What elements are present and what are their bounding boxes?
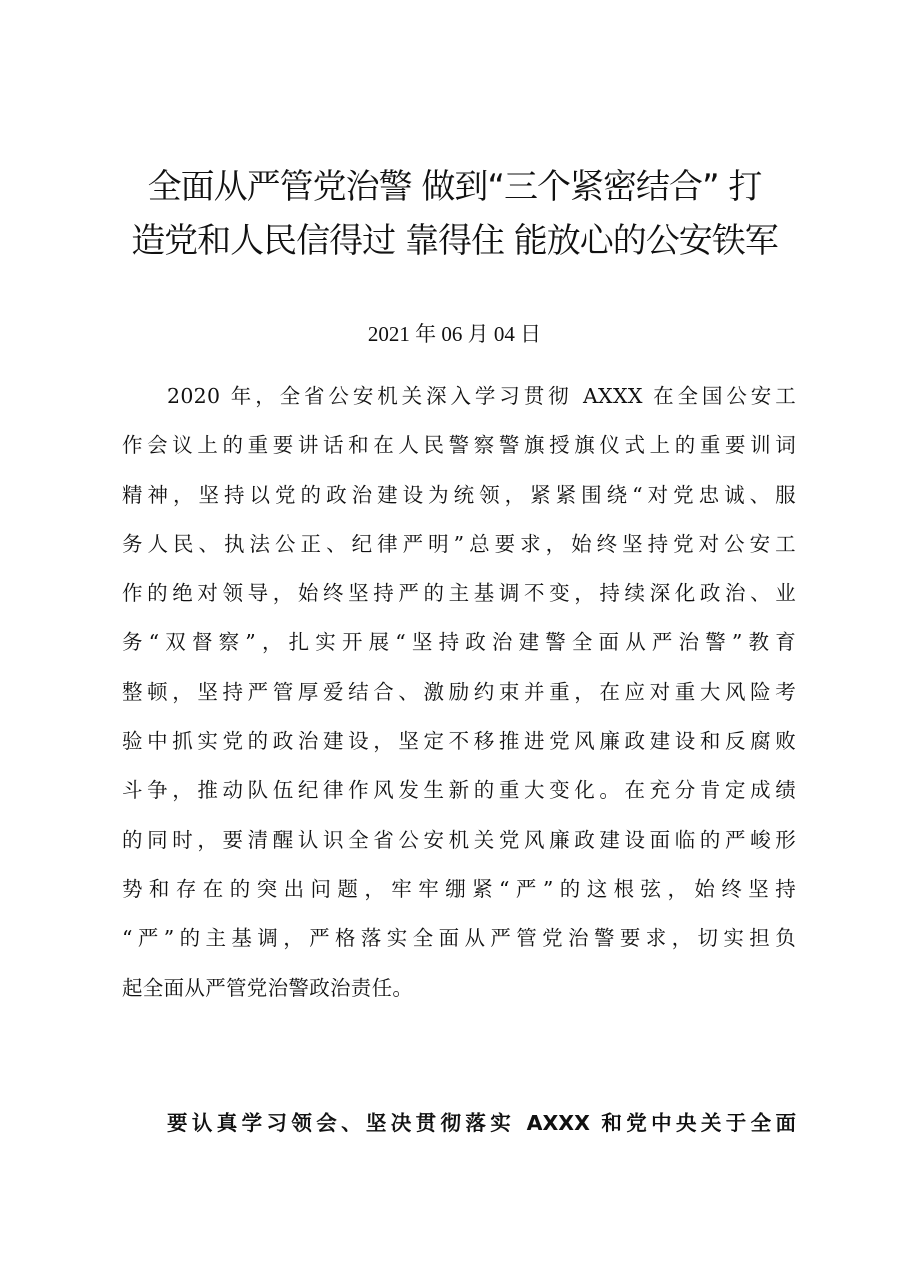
paragraph-line: 整顿，坚持严管厚爱结合、激励约束并重，在应对重大风险考 bbox=[122, 679, 796, 704]
paragraph-line: “严”的主基调，严格落实全面从严管党治警要求，切实担负 bbox=[122, 926, 796, 951]
paragraph-line: 斗争，推动队伍纪律作风发生新的重大变化。在充分肯定成绩 bbox=[122, 778, 796, 803]
paragraph-2-line-1: 要认真学习领会、坚决贯彻落实 AXXX 和党中央关于全面 bbox=[167, 1111, 796, 1135]
paragraph-line: 作会议上的重要讲话和在人民警察警旗授旗仪式上的重要训词 bbox=[122, 433, 796, 458]
paragraph-1 bbox=[122, 372, 796, 1013]
document-date: 2021 年 06 月 04 日 bbox=[367, 322, 542, 346]
document-title-line-2: 造党和人民信得过 靠得住 能放心的公安铁军 bbox=[131, 221, 778, 261]
paragraph-line: 精神，坚持以党的政治建设为统领，紧紧围绕“对党忠诚、服 bbox=[122, 482, 796, 507]
paragraph-line: 作的绝对领导，始终坚持严的主基调不变，持续深化政治、业 bbox=[122, 581, 796, 606]
document-title-line-1: 全面从严管党治警 做到“三个紧密结合” 打 bbox=[147, 167, 762, 207]
paragraph-line: 务人民、执法公正、纪律严明”总要求，始终坚持党对公安工 bbox=[122, 531, 796, 556]
paragraph-line: 验中抓实党的政治建设，坚定不移推进党风廉政建设和反腐败 bbox=[122, 729, 796, 754]
paragraph-line: 2020 年，全省公安机关深入学习贯彻 AXXX 在全国公安工 bbox=[167, 384, 796, 408]
paragraph-line: 务“双督察”，扎实开展“坚持政治建警全面从严治警”教育 bbox=[122, 630, 796, 655]
paragraph-line: 势和存在的突出问题，牢牢绷紧“严”的这根弦，始终坚持 bbox=[122, 876, 796, 901]
paragraph-line: 的同时，要清醒认识全省公安机关党风廉政建设面临的严峻形 bbox=[122, 827, 796, 852]
paragraph-line: 起全面从严管党治警政治责任。 bbox=[122, 975, 414, 1000]
